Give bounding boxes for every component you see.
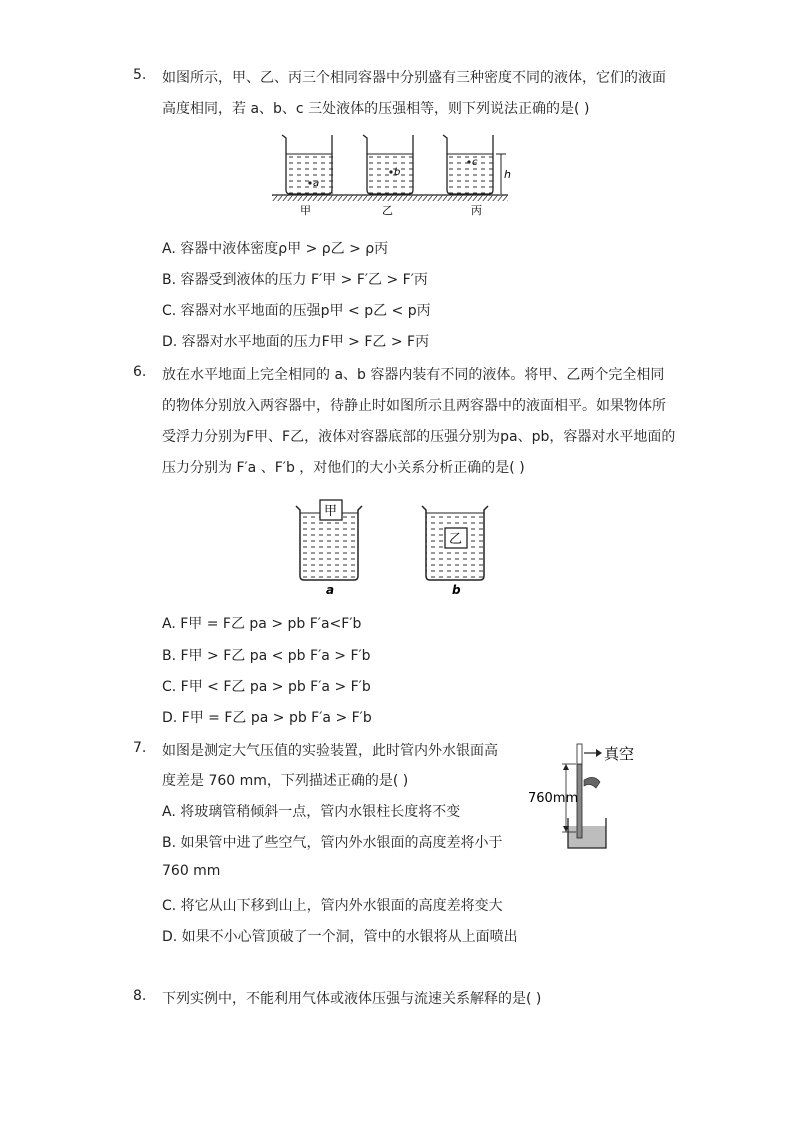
object-yi: 乙 bbox=[449, 532, 463, 547]
option-a[interactable]: A. 容器中液体密度ρ甲 > ρ乙 > ρ丙 bbox=[162, 241, 389, 257]
question-number: 5. bbox=[133, 67, 147, 83]
object-jia: 甲 bbox=[324, 504, 338, 519]
svg-text:c: c bbox=[472, 157, 478, 168]
question-number: 8. bbox=[133, 988, 147, 1004]
vacuum-label: 真空 bbox=[604, 745, 635, 763]
label-yi: 乙 bbox=[382, 204, 393, 217]
question-number: 6. bbox=[133, 364, 147, 380]
question-stem-line: 如图是测定大气压值的实验装置，此时管内外水银面高 bbox=[162, 743, 498, 759]
option-a[interactable]: A. 将玻璃管稍倾斜一点，管内水银柱长度将不变 bbox=[162, 804, 461, 820]
option-b-continued: 760 mm bbox=[162, 863, 221, 879]
question-stem-line: 如图所示，甲、乙、丙三个相同容器中分别盛有三种密度不同的液体，它们的液面 bbox=[162, 70, 666, 86]
option-d[interactable]: D. 容器对水平地面的压力F甲 > F乙 > F丙 bbox=[162, 334, 430, 350]
two-containers-figure bbox=[286, 496, 506, 601]
height-760mm-label: 760mm bbox=[528, 791, 579, 806]
container-b bbox=[422, 506, 488, 597]
height-label: h bbox=[504, 168, 511, 181]
svg-text:a: a bbox=[313, 178, 320, 189]
option-d[interactable]: D. 如果不小心管顶破了一个洞，管中的水银将从上面喷出 bbox=[162, 929, 518, 945]
question-stem-line: 受浮力分别为F甲、F乙，液体对容器底部的压强分别为pa、pb，容器对水平地面的 bbox=[162, 429, 676, 445]
option-c[interactable]: C. 将它从山下移到山上，管内外水银面的高度差将变大 bbox=[162, 898, 503, 914]
container-bing bbox=[443, 135, 494, 194]
label-jia: 甲 bbox=[300, 204, 311, 217]
option-b[interactable]: B. 容器受到液体的压力 F′甲 > F′乙 > F′丙 bbox=[162, 272, 428, 288]
option-b[interactable]: B. F甲 > F乙 pa < pb F′a > F′b bbox=[162, 648, 371, 664]
option-c[interactable]: C. F甲 < F乙 pa > pb F′a > F′b bbox=[162, 679, 371, 695]
option-b[interactable]: B. 如果管中进了些空气，管内外水银面的高度差将小于 bbox=[162, 835, 503, 851]
label-bing: 丙 bbox=[471, 204, 482, 217]
torricelli-figure bbox=[528, 738, 648, 853]
label-b: b bbox=[452, 583, 461, 597]
option-a[interactable]: A. F甲 = F乙 pa > pb F′a<F′b bbox=[162, 616, 362, 632]
svg-text:b: b bbox=[394, 167, 401, 178]
question-number: 7. bbox=[133, 740, 147, 756]
container-jia bbox=[282, 135, 333, 194]
question-stem-line: 度差是 760 mm，下列描述正确的是( ) bbox=[162, 773, 409, 789]
label-a: a bbox=[326, 583, 335, 597]
container-yi bbox=[363, 135, 414, 194]
question-stem-line: 的物体分别放入两容器中，待静止时如图所示且两容器中的液面相平。如果物体所 bbox=[162, 398, 666, 414]
option-d[interactable]: D. F甲 = F乙 pa > pb F′a > F′b bbox=[162, 710, 372, 726]
three-containers-figure bbox=[272, 130, 526, 220]
question-stem-line: 下列实例中，不能利用气体或液体压强与流速关系解释的是( ) bbox=[162, 991, 542, 1007]
question-stem-line: 压力分别为 F′a 、F′b ，对他们的大小关系分析正确的是( ) bbox=[162, 460, 525, 476]
option-c[interactable]: C. 容器对水平地面的压强p甲 < p乙 < p丙 bbox=[162, 303, 431, 319]
question-stem-line: 放在水平地面上完全相同的 a、b 容器内装有不同的液体。将甲、乙两个完全相同 bbox=[162, 367, 665, 383]
container-a bbox=[296, 500, 362, 597]
question-stem-line: 高度相同，若 a、b、c 三处液体的压强相等，则下列说法正确的是( ) bbox=[162, 101, 590, 117]
